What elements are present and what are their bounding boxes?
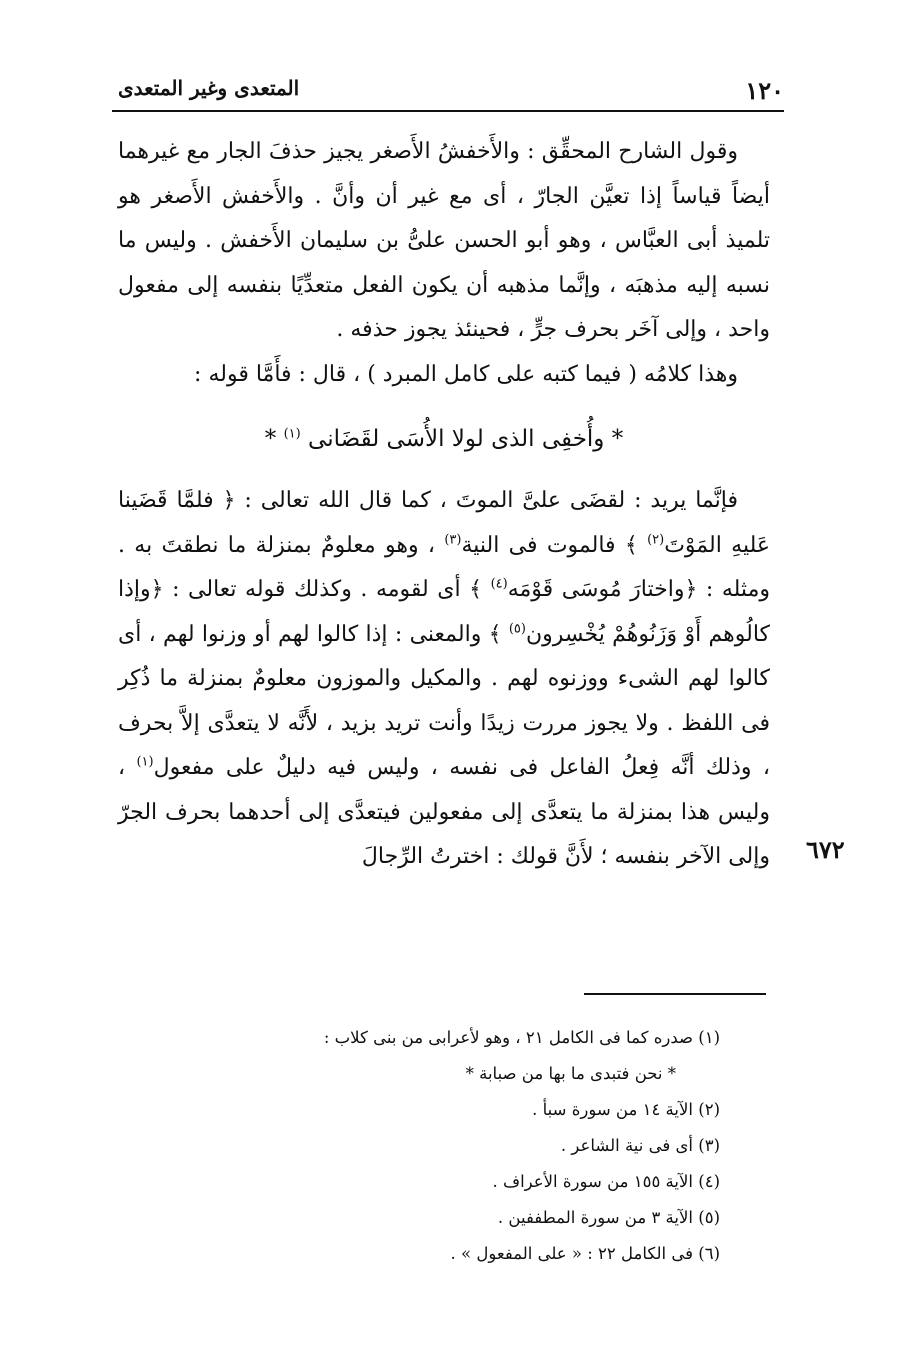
footnote-6: (٦) فى الكامل ٢٢ : « على المفعول » . <box>450 1244 720 1263</box>
footnote-separator <box>584 993 766 995</box>
page-number: ١٢٠ <box>745 76 784 105</box>
footnote-ref-1: (١) <box>283 426 301 442</box>
footnote-1: (١) صدره كما فى الكامل ٢١ ، وهو لأعرابى من بنى كلاب : <box>323 1028 720 1047</box>
paragraph-3-part-c: ، وهو معلومٌ بمنزلة ما نطقتَ به . ومثله : ﴿واختارَ مُوسَى قَوْمَه <box>118 532 770 602</box>
paragraph-3-part-e: ﴾ والمعنى : إذا كالوا لهم أو وزنوا لهم ، أى كالوا لهم الشىء ووزنوه لهم . والمكيل والموزون معلومٌ بمنزلة ما ذُكِر فى اللفظ . ولا يجوز مررت زيدًا وأنت تريد بزيد ، لأَنَّه لا يتعدَّى إلاَّ بحرف ، وذلك أنَّه فِعلُ الفاعل فى نفسه ، وليس فيه دليلٌ على مفعول <box>118 621 770 780</box>
footnote-5: (٥) الآية ٣ من سورة المطففين . <box>497 1208 720 1227</box>
footnote-4: (٤) الآية ١٥٥ من سورة الأعراف . <box>492 1172 720 1191</box>
margin-reference-number: ٦٧٢ <box>806 835 845 864</box>
verse-end-mark: * <box>264 426 284 452</box>
paragraph-1: وقول الشارح المحقِّق : والأَخفشُ الأَصغر يجيز حذفَ الجار مع غيرهما أيضاً قياساً إذا تعيَّن الجارّ ، أى مع غير أن وأنَّ . والأَخفش الأَصغر هو تلميذ أبى العبَّاس ، وهو أبو الحسن علىُّ بن سليمان الأَخفش . وليس ما نسبه إليه مذهبَه ، وإنَّما مذهبه أن يكون الفعل متعدِّيًا بنفسه إلى مفعول واحد ، وإلى آخَر بحرف جرٍّ ، فحينئذ يجوز حذفه . <box>118 139 770 342</box>
footnote-2: (٢) الآية ١٤ من سورة سبأ . <box>532 1100 720 1119</box>
paragraph-3-part-b: ﴾ فالموت فى النية <box>461 532 648 558</box>
paragraph-3-part-f: ، وليس هذا بمنزلة ما يتعدَّى إلى مفعولين فيتعدَّى إلى أحدهما بحرف الجرّ وإلى الآخر بنفسه ؛ لأَنَّ قولك : اخترتُ الرِّجالَ <box>118 755 770 869</box>
footnote-3: (٣) أى فى نية الشاعر . <box>560 1136 720 1155</box>
footnote-ref-5: (٥) <box>508 621 526 637</box>
footnote-ref-2: (٢) <box>647 532 665 548</box>
paragraph-3-part-a: فإنَّما يريد : لقضَى علىَّ الموتَ ، كما قال الله تعالى : ﴿ فلمَّا قَضَينا عَليهِ المَوْتَ <box>118 488 770 558</box>
paragraph-3-part-d: ﴾ أى لقومه . وكذلك قوله تعالى : ﴿وإذا كالُوهم أَوْ وَزَنُوهُمْ يُخْسِرون <box>118 577 770 647</box>
main-text <box>118 130 770 880</box>
paragraph-3 <box>118 479 770 880</box>
header-rule <box>112 110 784 112</box>
verse-text: * وأُخفِى الذى لولا الأُسَى لقَضَانى <box>308 426 624 452</box>
footnotes <box>250 1020 720 1272</box>
page-header <box>112 66 784 112</box>
footnote-1-verse: * نحن فتبدى ما بها من صبابة * <box>465 1064 676 1083</box>
footnote-ref-3: (٣) <box>444 532 462 548</box>
paragraph-2: وهذا كلامُه ( فيما كتبه على كامل المبرد ) ، قال : فأَمَّا قوله : <box>194 361 738 387</box>
footnote-ref-6: (١) <box>136 754 154 770</box>
quoted-verse <box>118 415 770 463</box>
footnote-ref-4: (٤) <box>490 576 508 592</box>
running-title: المتعدى وغير المتعدى <box>118 76 300 100</box>
